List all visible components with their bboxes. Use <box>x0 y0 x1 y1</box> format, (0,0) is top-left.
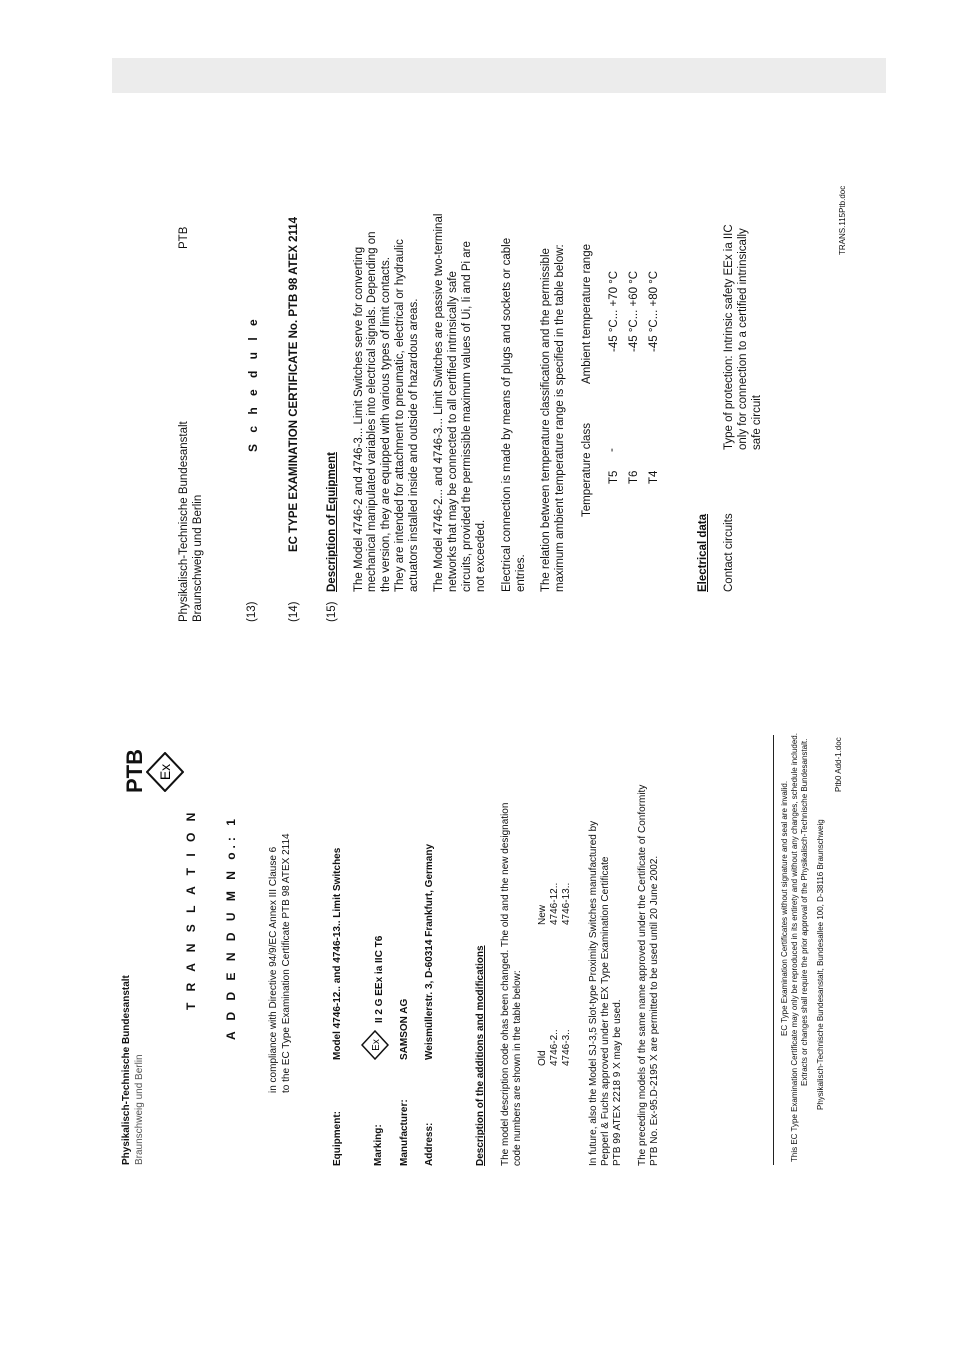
manufacturer-value: SAMSON AG <box>399 998 410 1060</box>
table-dash: - <box>606 448 618 452</box>
schedule-title: S c h e d u l e <box>246 315 260 452</box>
para2-line-1: In future, also the Model SJ-3,5 Slot-type Proximity Switches manufactured by <box>588 820 599 1166</box>
new-row-2: 4746-13.. <box>561 882 572 925</box>
header-band <box>112 58 886 93</box>
p1-line-3: the version, they are equipped with various types of limit contacts. <box>380 257 392 592</box>
contact-circuits-label: Contact circuits <box>723 513 735 592</box>
ex-marking-text: Ex <box>371 1039 382 1051</box>
marking-value: II 2 G EEx ia IIC T6 <box>374 935 385 1023</box>
section-13-number: (13) <box>246 601 258 622</box>
equipment-value: Model 4746-12.. and 4746-13.. Limit Switches <box>332 847 343 1060</box>
p4-line-2: maximum ambient temperature range is specified in the table below: <box>554 244 566 592</box>
right-org-name: Physikalisch-Technische Bundesanstalt <box>178 421 190 622</box>
compliance-line-2: to the EC Type Examination Certificate PTB 98 ATEX 2114 <box>281 833 292 1093</box>
addendum-title: A D D E N D U M N o.: 1 <box>224 815 238 1040</box>
footer-line-1: EC Type Examination Certificates without signature and seal are invalid. <box>780 780 789 1036</box>
address-label: Address: <box>424 1122 435 1166</box>
p4-line-1: The relation between temperature classification and the permissible <box>540 248 552 592</box>
p1-line-2: mechanical manipulated variables into electrical signals. Depending on <box>366 231 378 592</box>
old-row-1: 4746-2.. <box>549 1029 560 1066</box>
para3-line-2: PTB No. Ex-95.D-2195 X are permitted to be used until 20 June 2002. <box>649 855 660 1166</box>
p3-line-1: Electrical connection is made by means of plugs and sockets or cable <box>501 237 513 592</box>
address-value: Weismüllerstr. 3, D-60314 Frankfurt, Germany <box>424 843 435 1060</box>
certificate-title: EC TYPE EXAMINATION CERTIFICATE No. PTB 98 ATEX 2114 <box>288 216 300 552</box>
contact-line-2: only for connection to a certified intrinsically <box>737 228 749 450</box>
ex-marking-icon <box>361 1030 389 1060</box>
col-old-header: Old <box>537 1050 548 1066</box>
section-14-number: (14) <box>288 601 300 622</box>
ptb-logo: PTB <box>122 749 147 793</box>
ex-logo-icon <box>146 752 184 792</box>
additions-heading: Description of the additions and modifications <box>475 945 486 1166</box>
para3-line-1: The preceding models of the same name approved under the Certificate of Conformity <box>637 784 648 1166</box>
equipment-label: Equipment: <box>332 1111 343 1166</box>
right-doc-ref: TRANS.115Ptb.doc <box>838 185 847 255</box>
p2-line-3: circuits, provided the permissible maximum values of Ui, Ii and Pi are <box>461 241 473 592</box>
compliance-line-1: in compliance with Directive 94/9/EC Annex III Clause 6 <box>268 846 279 1093</box>
p1-line-1: The Model 4746-2 and 4746-3... Limit Switches serve for converting <box>353 246 365 592</box>
para1-line-2: code numbers are shown in the table below: <box>512 970 523 1166</box>
temp-row-3-range: -45 °C... +80 °C <box>648 270 660 352</box>
description-heading: Description of Equipment <box>326 452 338 592</box>
footer-line-4: Physikalisch-Technische Bundesanstalt, Bundesallee 100, D-38116 Braunschweig <box>816 819 825 1110</box>
ex-logo-text: Ex <box>157 763 173 781</box>
footer-line-3: Extracts or changes shall require the prior approval of the Physikalisch-Technische Bundesanstalt. <box>800 738 809 1086</box>
p2-line-2: networks that may be connected to all certified intrinsically safe <box>447 271 459 592</box>
marking-label: Marking: <box>373 1124 384 1166</box>
right-org-city: Braunschweig und Berlin <box>192 494 204 622</box>
manufacturer-label: Manufacturer: <box>399 1099 410 1166</box>
p1-line-4: They are intended for attachment to pneumatic, electrical or hydraulic <box>394 239 406 592</box>
temp-row-1-range: -45 °C... +70 °C <box>608 270 620 352</box>
p1-line-5: actuators installed inside and outside of hazardous areas. <box>408 298 420 592</box>
temp-class-header: Temperature class <box>581 423 593 517</box>
left-org-name: Physikalisch-Technische Bundesanstalt <box>121 975 132 1165</box>
p2-line-4: not exceeded. <box>475 519 487 592</box>
temp-row-3-class: T4 <box>648 470 660 484</box>
p3-line-2: entries. <box>515 554 527 592</box>
old-row-2: 4746-3.. <box>561 1029 572 1066</box>
footer-divider <box>773 735 774 1165</box>
para2-line-3: PTB 99 ATEX 2218 9 X may be used. <box>612 999 623 1166</box>
temp-row-2-class: T6 <box>628 470 640 484</box>
contact-line-3: safe circuit <box>751 395 763 450</box>
col-new-header: New <box>537 904 548 925</box>
left-doc-ref: Ptb0 Add-1.doc <box>834 737 843 792</box>
ambient-range-header: Ambient temperature range <box>581 244 593 384</box>
translation-title: T R A N S L A T I O N <box>184 808 198 1010</box>
electrical-heading: Electrical data <box>697 514 709 592</box>
footer-line-2: This EC Type Examination Certificate may only be reproduced in its entirety and without any changes, schedule included. <box>790 733 799 1162</box>
temp-row-2-range: -45 °C... +60 °C <box>628 270 640 352</box>
temp-row-1-class: T5 <box>608 470 620 484</box>
new-row-1: 4746-12.. <box>549 882 560 925</box>
section-15-number: (15) <box>326 601 338 622</box>
para1-line-1: The model description code ohas been changed. The old and the new designation <box>500 802 511 1166</box>
left-org-city: Braunschweig und Berlin <box>134 1054 145 1165</box>
contact-line-1: Type of protection: Intrinsic safety EEx ia IIC <box>723 224 735 450</box>
right-org-abbrev: PTB <box>178 226 190 249</box>
para2-line-2: Pepperl & Fuchs approved under the EX Type Examination Certificate <box>600 856 611 1166</box>
p2-line-1: The Model 4746-2... and 4746-3... Limit Switches are passive two-terminal <box>433 213 445 592</box>
